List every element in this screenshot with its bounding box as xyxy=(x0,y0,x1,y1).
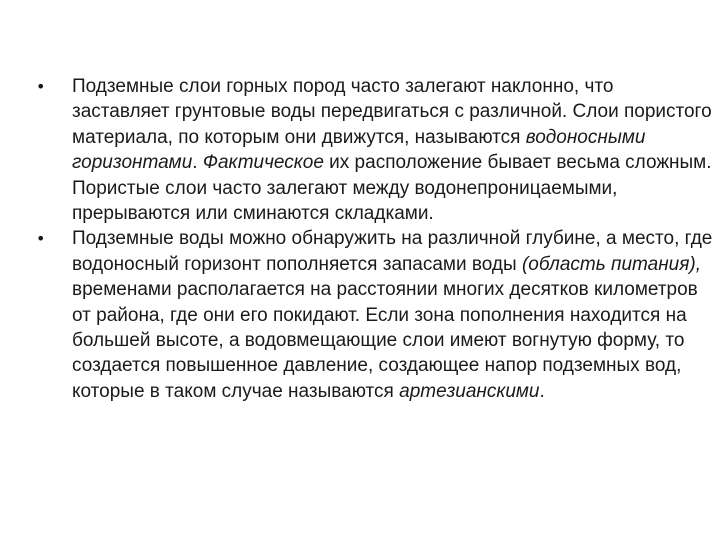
paragraph-text: . xyxy=(192,152,203,174)
bullet-item-aquifers xyxy=(36,74,716,226)
paragraph-text: . xyxy=(539,380,545,402)
italic-term-artesian: артезианскими xyxy=(399,380,540,402)
bullet-icon: • xyxy=(36,229,46,249)
bullet-item-artesian xyxy=(36,226,716,404)
paragraph-text: Подземные слои горных пород часто залегают наклонно, что заставляет грунтовые воды передвигаться с различной. Слои пористого материала, по которым они движутся, называются xyxy=(72,76,712,148)
paragraph-text: Подземные воды можно обнаружить на различной глубине, а место, где водоносный горизонт пополняется запасами воды xyxy=(72,228,713,275)
italic-term-actual: Фактическое xyxy=(202,152,324,174)
paragraph-aquifers xyxy=(72,74,716,226)
bullet-list xyxy=(36,74,716,404)
paragraph-text: временами располагается на расстоянии многих десятков километров от района, где они его покидают. Если зона пополнения находится на большей высоте, а водовмещающие слои имеют вогнутую форму, то создается повышенное давление, создающее напор подземных вод, которые в таком случае называются xyxy=(72,279,698,402)
bullet-icon: • xyxy=(36,77,46,96)
paragraph-text: их расположение бывает весьма сложным. Пористые слои часто залегают между водонепроницаемыми, прерываются или сминаются складками. xyxy=(72,152,712,225)
italic-term-recharge-area: (область питания), xyxy=(521,253,701,275)
italic-term-aquifer: водоносными горизонтами xyxy=(72,126,646,174)
paragraph-artesian xyxy=(72,226,716,404)
